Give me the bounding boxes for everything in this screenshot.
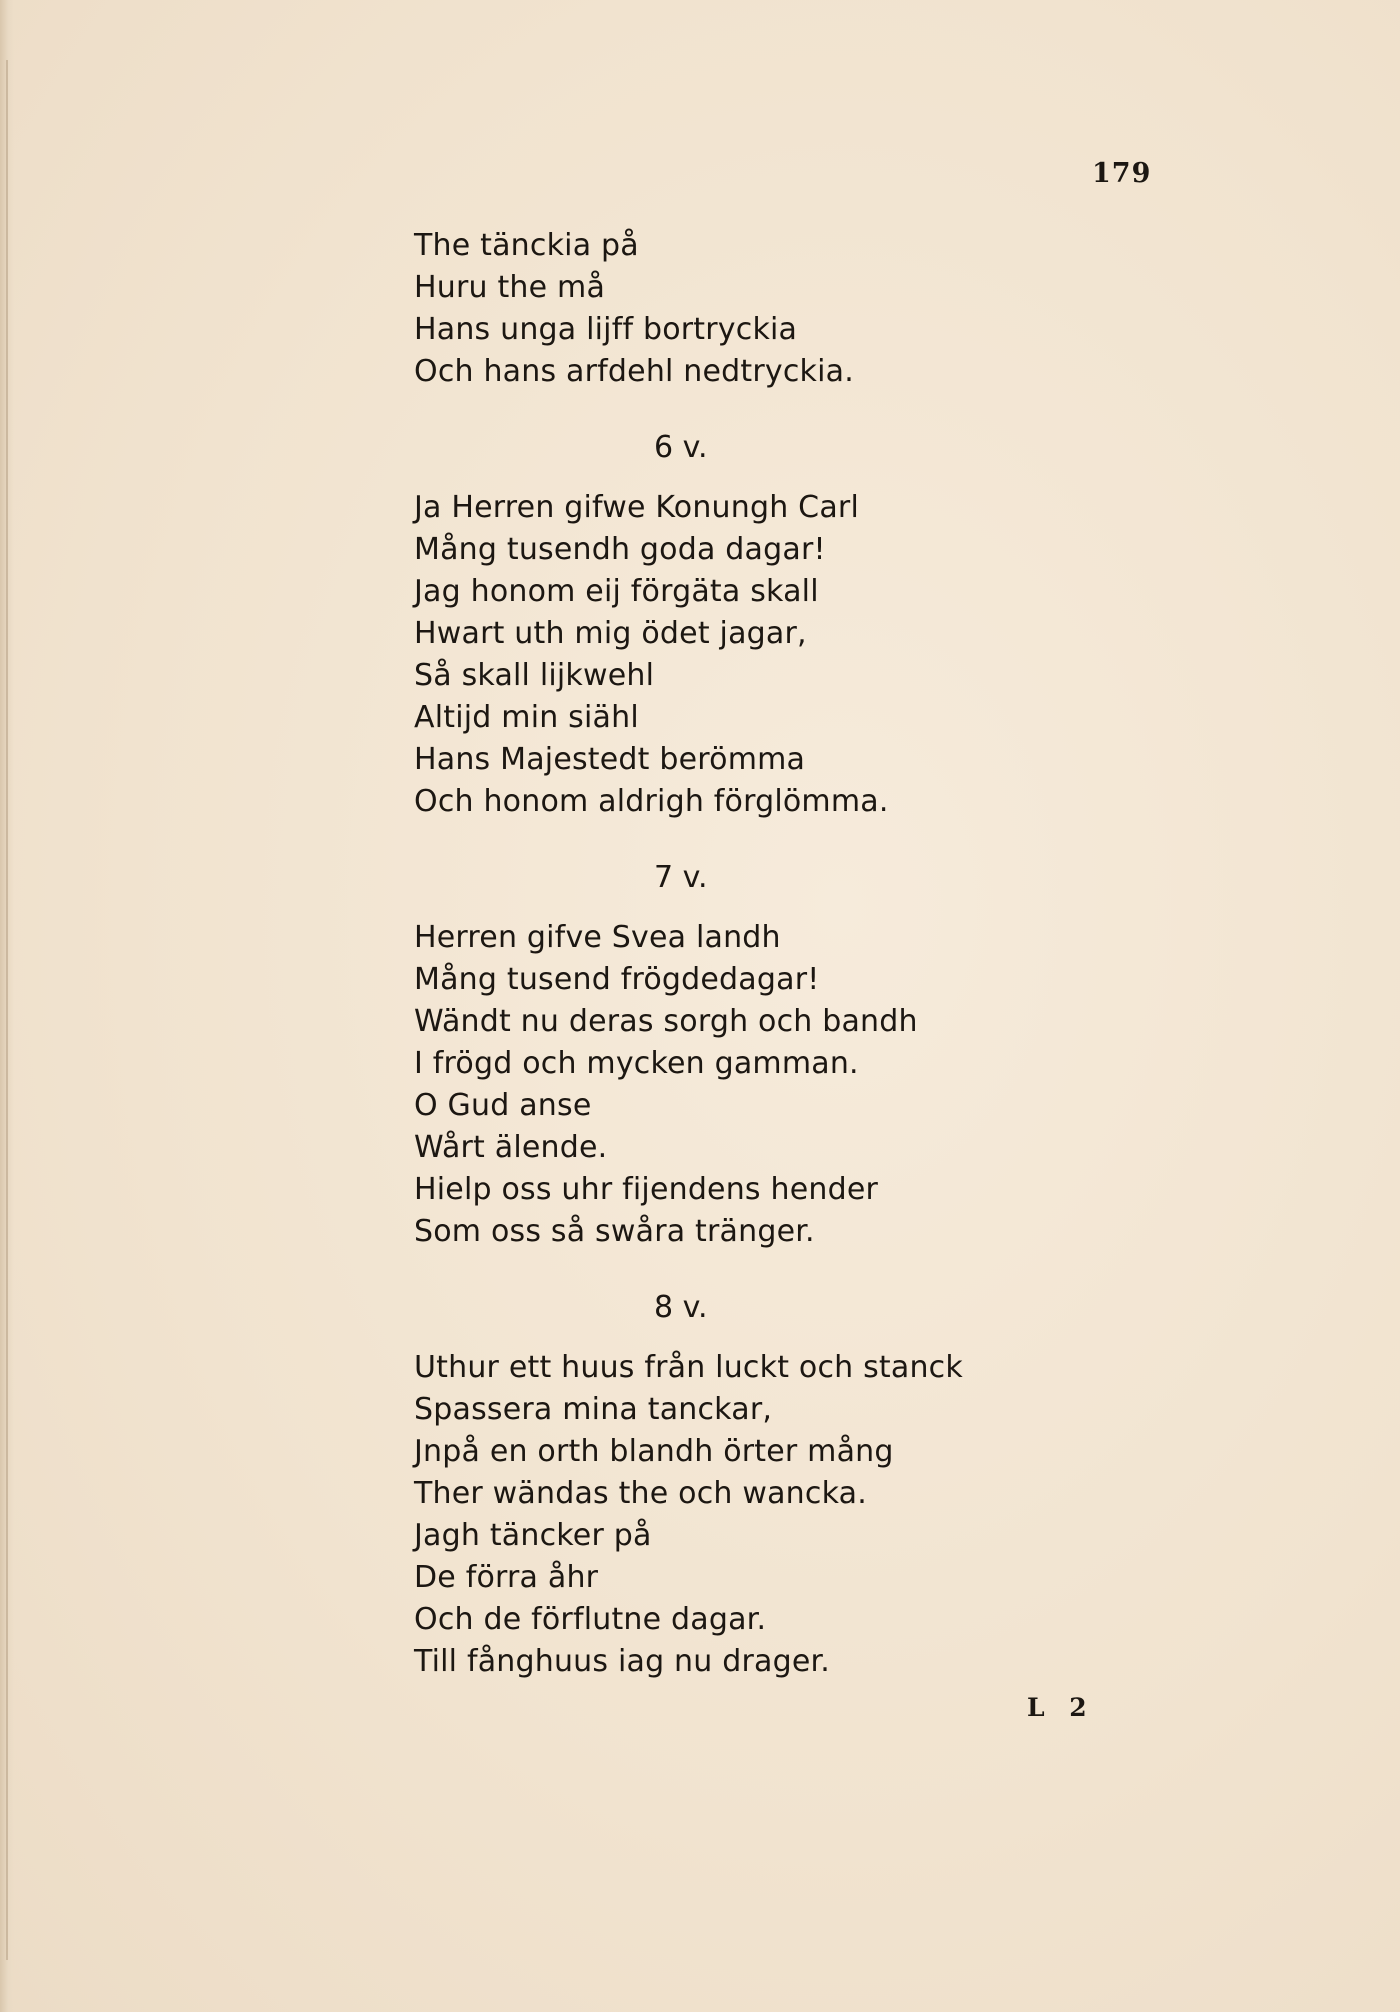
poem-line: Hielp oss uhr fijendens hender <box>414 1172 879 1207</box>
poem-line: Mång tusend frögdedagar! <box>414 962 820 997</box>
poem-line: Wårt älende. <box>414 1130 608 1165</box>
poem-line: Jagh täncker på <box>414 1518 652 1553</box>
poem-line: Och honom aldrigh förglömma. <box>414 784 889 819</box>
poem-line: De förra åhr <box>414 1560 599 1595</box>
page-number: 179 <box>1092 158 1152 189</box>
poem-line: Spassera mina tanckar, <box>414 1392 773 1427</box>
poem-line: The tänckia på <box>414 228 639 263</box>
poem-line: Och de förflutne dagar. <box>414 1602 767 1637</box>
poem-line: Och hans arfdehl nedtryckia. <box>414 354 854 389</box>
poem-line: O Gud anse <box>414 1088 592 1123</box>
verse-heading: 7 v. <box>654 860 708 895</box>
poem-line: Jag honom eij förgäta skall <box>414 574 819 609</box>
stanza-6 <box>414 427 1054 823</box>
poem-line: Hans unga lijff bortryckia <box>414 312 798 347</box>
poem-line: Altijd min siähl <box>414 700 639 735</box>
stanza-7 <box>414 857 1054 1253</box>
verse-heading: 8 v. <box>654 1290 708 1325</box>
poem-line: Som oss så swåra tränger. <box>414 1214 815 1249</box>
poem-text <box>414 225 1054 1683</box>
poem-line: Så skall lijkwehl <box>414 658 655 693</box>
poem-line: Wändt nu deras sorgh och bandh <box>414 1004 918 1039</box>
printer-signature-mark: L 2 <box>1027 1693 1095 1722</box>
poem-line: Hans Majestedt berömma <box>414 742 806 777</box>
poem-line: Hwart uth mig ödet jagar, <box>414 616 807 651</box>
poem-line: Till fånghuus iag nu drager. <box>414 1644 830 1679</box>
binding-shadow-line <box>6 60 8 1960</box>
poem-line: Ther wändas the och wancka. <box>414 1476 867 1511</box>
poem-line: Mång tusendh goda dagar! <box>414 532 826 567</box>
poem-line: Herren gifve Svea landh <box>414 920 781 955</box>
stanza-continuation <box>414 225 1054 393</box>
poem-line: I frögd och mycken gamman. <box>414 1046 859 1081</box>
verse-heading: 6 v. <box>654 430 708 465</box>
poem-line: Ja Herren gifwe Konungh Carl <box>414 490 859 525</box>
poem-line: Uthur ett huus från luckt och stanck <box>414 1350 963 1385</box>
stanza-8 <box>414 1287 1054 1683</box>
poem-line: Jnpå en orth blandh örter mång <box>414 1434 894 1469</box>
poem-line: Huru the må <box>414 270 606 305</box>
